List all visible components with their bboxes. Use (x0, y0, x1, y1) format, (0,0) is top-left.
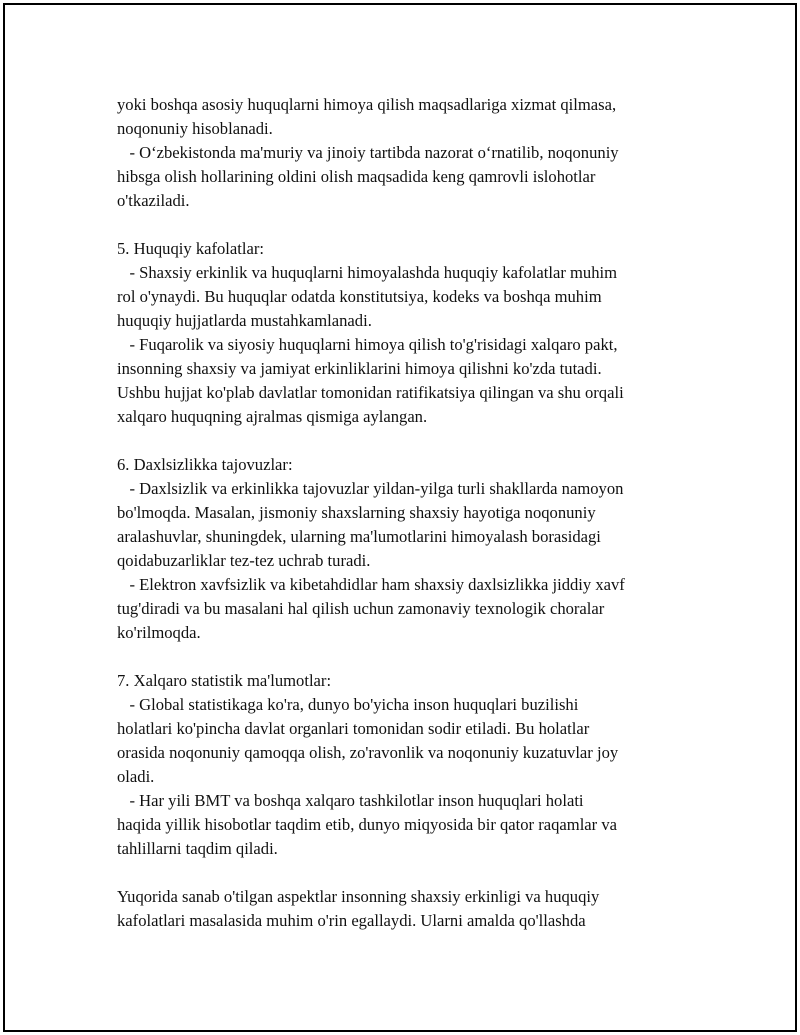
text-line: rol o'ynaydi. Bu huquqlar odatda konstitutsiya, kodeks va boshqa muhim (117, 287, 602, 306)
bullet-line: - Global statistikaga ko'ra, dunyo bo'yicha inson huquqlari buzilishi (117, 695, 579, 714)
blank-line (117, 645, 707, 669)
blank-line (117, 429, 707, 453)
section-heading: 5. Huquqiy kafolatlar: (117, 239, 265, 258)
text-line: xalqaro huquqning ajralmas qismiga aylangan. (117, 407, 428, 426)
text-line: kafolatlari masalasida muhim o'rin egallaydi. Ularni amalda qo'llashda (117, 911, 586, 930)
text-line: oladi. (117, 767, 155, 786)
bullet-line: - Shaxsiy erkinlik va huquqlarni himoyalashda huquqiy kafolatlar muhim (117, 263, 618, 282)
text-line: ko'rilmoqda. (117, 623, 201, 642)
text-line: Ushbu hujjat ko'plab davlatlar tomonidan ratifikatsiya qilingan va shu orqali (117, 383, 624, 402)
text-line: tug'diradi va bu masalani hal qilish uchun zamonaviy texnologik choralar (117, 599, 605, 618)
text-line: o'tkaziladi. (117, 191, 190, 210)
text-line: qoidabuzarliklar tez-tez uchrab turadi. (117, 551, 371, 570)
text-line: hibsga olish hollarining oldini olish maqsadida keng qamrovli islohotlar (117, 167, 596, 186)
blank-line (117, 213, 707, 237)
text-line: holatlari ko'pincha davlat organlari tomonidan sodir etiladi. Bu holatlar (117, 719, 590, 738)
document-body (117, 93, 707, 933)
blank-line (117, 861, 707, 885)
section-heading: 7. Xalqaro statistik ma'lumotlar: (117, 671, 332, 690)
bullet-line: - Fuqarolik va siyosiy huquqlarni himoya qilish to'g'risidagi xalqaro pakt, (117, 335, 618, 354)
text-line: yoki boshqa asosiy huquqlarni himoya qilish maqsadlariga xizmat qilmasa, (117, 95, 617, 114)
bullet-line: - Har yili BMT va boshqa xalqaro tashkilotlar inson huquqlari holati (117, 791, 584, 810)
section-heading: 6. Daxlsizlikka tajovuzlar: (117, 455, 293, 474)
text-line: bo'lmoqda. Masalan, jismoniy shaxslarning shaxsiy hayotiga noqonuniy (117, 503, 596, 522)
bullet-line: - Daxlsizlik va erkinlikka tajovuzlar yildan-yilga turli shakllarda namoyon (117, 479, 624, 498)
bullet-line: - Elektron xavfsizlik va kibetahdidlar ham shaxsiy daxlsizlikka jiddiy xavf (117, 575, 625, 594)
text-line: noqonuniy hisoblanadi. (117, 119, 273, 138)
text-line: aralashuvlar, shuningdek, ularning ma'lumotlarini himoyalash borasidagi (117, 527, 601, 546)
text-line: insonning shaxsiy va jamiyat erkinliklarini himoya qilishni ko'zda tutadi. (117, 359, 602, 378)
text-line: huquqiy hujjatlarda mustahkamlanadi. (117, 311, 372, 330)
text-line: tahlillarni taqdim qiladi. (117, 839, 278, 858)
bullet-line: - O‘zbekistonda ma'muriy va jinoiy tartibda nazorat o‘rnatilib, noqonuniy (117, 143, 619, 162)
text-line: haqida yillik hisobotlar taqdim etib, dunyo miqyosida bir qator raqamlar va (117, 815, 618, 834)
text-line: orasida noqonuniy qamoqqa olish, zo'ravonlik va noqonuniy kuzatuvlar joy (117, 743, 619, 762)
text-line: Yuqorida sanab o'tilgan aspektlar insonning shaxsiy erkinligi va huquqiy (117, 887, 600, 906)
